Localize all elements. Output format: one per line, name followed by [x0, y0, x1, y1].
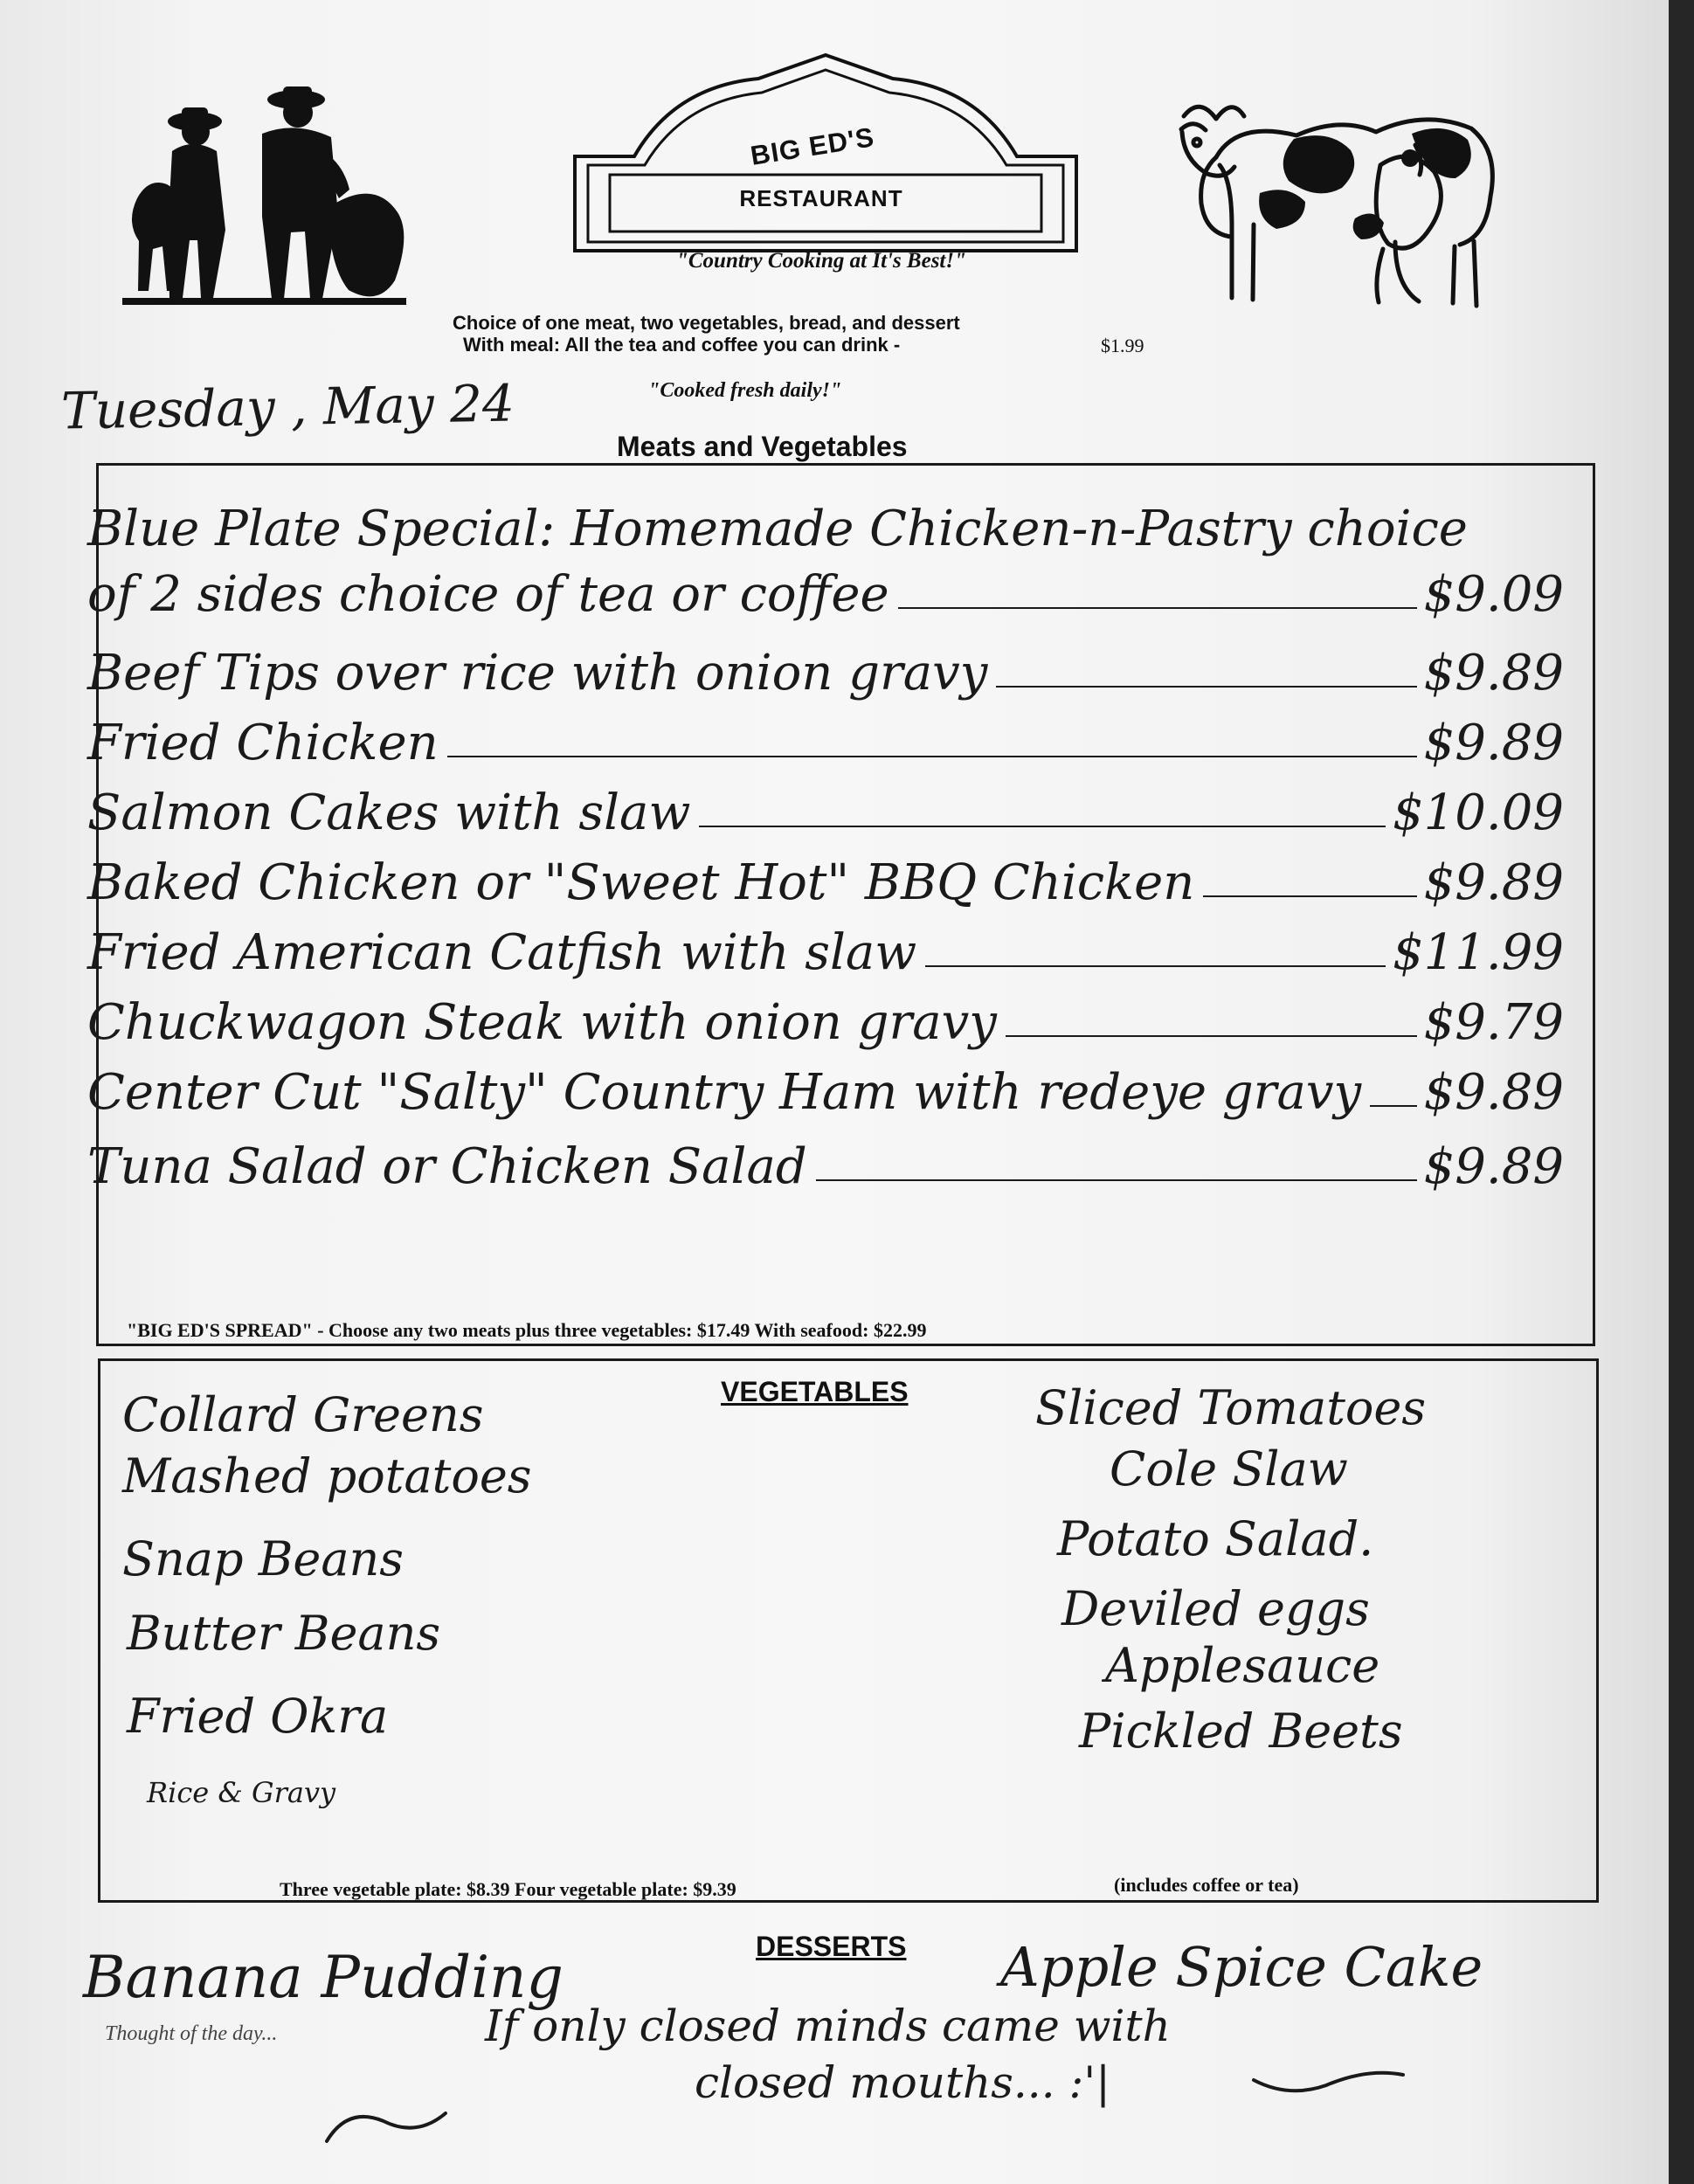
menu-item-price: $9.89: [1423, 854, 1564, 911]
vegetable-item: Potato Salad.: [1057, 1511, 1374, 1566]
menu-item-name: Beef Tips over rice with onion gravy: [87, 645, 988, 702]
menu-item-name: Salmon Cakes with slaw: [87, 784, 691, 841]
vegetable-plate-includes: (includes coffee or tea): [1114, 1874, 1299, 1896]
menu-item-row: [87, 1127, 1564, 1195]
meal-choice-line: Choice of one meat, two vegetables, bread, and dessert: [453, 312, 960, 334]
vegetable-item: Rice & Gravy: [147, 1776, 336, 1809]
menu-item-price: $9.09: [1423, 566, 1564, 623]
menu-item-row: [87, 555, 1564, 623]
menu-date: Tuesday , May 24: [60, 373, 515, 441]
restaurant-subtitle: RESTAURANT: [739, 185, 903, 211]
menu-item-name: Fried Chicken: [87, 715, 439, 771]
menu-item-name: Blue Plate Special: Homemade Chicken-n-Pastry choice: [87, 501, 1468, 557]
menu-item-price: $10.09: [1393, 784, 1564, 841]
thought-label: Thought of the day...: [105, 2022, 278, 2045]
handwritten-flourish-left: [315, 2086, 472, 2165]
vegetable-item: Deviled eggs: [1061, 1581, 1370, 1636]
menu-item-price: $9.89: [1423, 1064, 1564, 1121]
menu-item-price: $9.89: [1423, 1138, 1564, 1195]
price-leader-line: [1203, 895, 1416, 897]
menu-item-name: Fried American Catfish with slaw: [87, 924, 917, 981]
cow-and-milkmaid-logo: [1162, 92, 1520, 319]
handwritten-flourish-right: [1241, 2049, 1415, 2118]
menu-item-price: $9.79: [1423, 994, 1564, 1051]
price-leader-line: [816, 1179, 1417, 1181]
dessert-item: Banana Pudding: [83, 1944, 564, 2011]
menu-item-name: Center Cut "Salty" Country Ham with redeye gravy: [87, 1064, 1362, 1121]
farmers-silhouette-logo: [122, 83, 424, 328]
price-leader-line: [1370, 1105, 1417, 1107]
desserts-heading: DESSERTS: [756, 1931, 907, 1962]
vegetables-heading: VEGETABLES: [721, 1376, 909, 1407]
price-leader-line: [996, 686, 1416, 688]
vegetable-item: Mashed potatoes: [122, 1448, 532, 1503]
big-eds-spread-note: "BIG ED'S SPREAD" - Choose any two meats plus three vegetables: $17.49 With seafood: $22.99: [127, 1319, 927, 1341]
menu-item-row: [87, 843, 1564, 911]
menu-item-name: Chuckwagon Steak with onion gravy: [87, 994, 997, 1051]
menu-item-name: of 2 sides choice of tea or coffee: [87, 566, 889, 623]
vegetable-item: Snap Beans: [122, 1531, 404, 1586]
vegetable-plate-prices: Three vegetable plate: $8.39 Four vegetable plate: $9.39: [280, 1878, 736, 1900]
vegetable-item: Cole Slaw: [1110, 1441, 1348, 1496]
menu-item-name: Baked Chicken or "Sweet Hot" BBQ Chicken: [87, 854, 1195, 911]
price-leader-line: [699, 826, 1386, 827]
menu-item-name: Tuna Salad or Chicken Salad: [87, 1138, 807, 1195]
price-leader-line: [447, 756, 1417, 757]
thought-line-2: closed mouths... :'|: [695, 2057, 1110, 2108]
menu-item-row: [87, 913, 1564, 981]
vegetable-item: Fried Okra: [127, 1689, 389, 1744]
menu-item-price: $11.99: [1393, 924, 1564, 981]
meats-heading: Meats and Vegetables: [617, 431, 908, 462]
dessert-item: Apple Spice Cake: [1000, 1935, 1483, 1999]
menu-item-row: [87, 1053, 1564, 1121]
drink-offer-price: $1.99: [1101, 335, 1144, 356]
drink-offer-line: With meal: All the tea and coffee you can drink -: [463, 334, 901, 356]
menu-item-price: $9.89: [1423, 715, 1564, 771]
vegetable-item: Collard Greens: [122, 1387, 484, 1442]
price-leader-line: [898, 607, 1417, 609]
menu-item-row: [87, 703, 1564, 771]
price-leader-line: [1006, 1035, 1417, 1037]
thought-line-1: If only closed minds came with: [485, 2001, 1171, 2051]
menu-item-row: [87, 773, 1564, 841]
vegetable-item: Sliced Tomatoes: [1035, 1380, 1427, 1435]
menu-item-row: [87, 633, 1564, 702]
vegetable-item: Applesauce: [1105, 1638, 1380, 1693]
menu-item-price: $9.89: [1423, 645, 1564, 702]
menu-item-row: [87, 489, 1564, 557]
vegetable-item: Pickled Beets: [1079, 1704, 1403, 1759]
cooked-fresh-note: "Cooked fresh daily!": [648, 379, 842, 402]
price-leader-line: [925, 965, 1386, 967]
restaurant-tagline: "Country Cooking at It's Best!": [675, 249, 966, 273]
restaurant-name: BIG ED'S: [748, 121, 877, 171]
vegetable-item: Butter Beans: [127, 1606, 441, 1661]
menu-item-row: [87, 983, 1564, 1051]
